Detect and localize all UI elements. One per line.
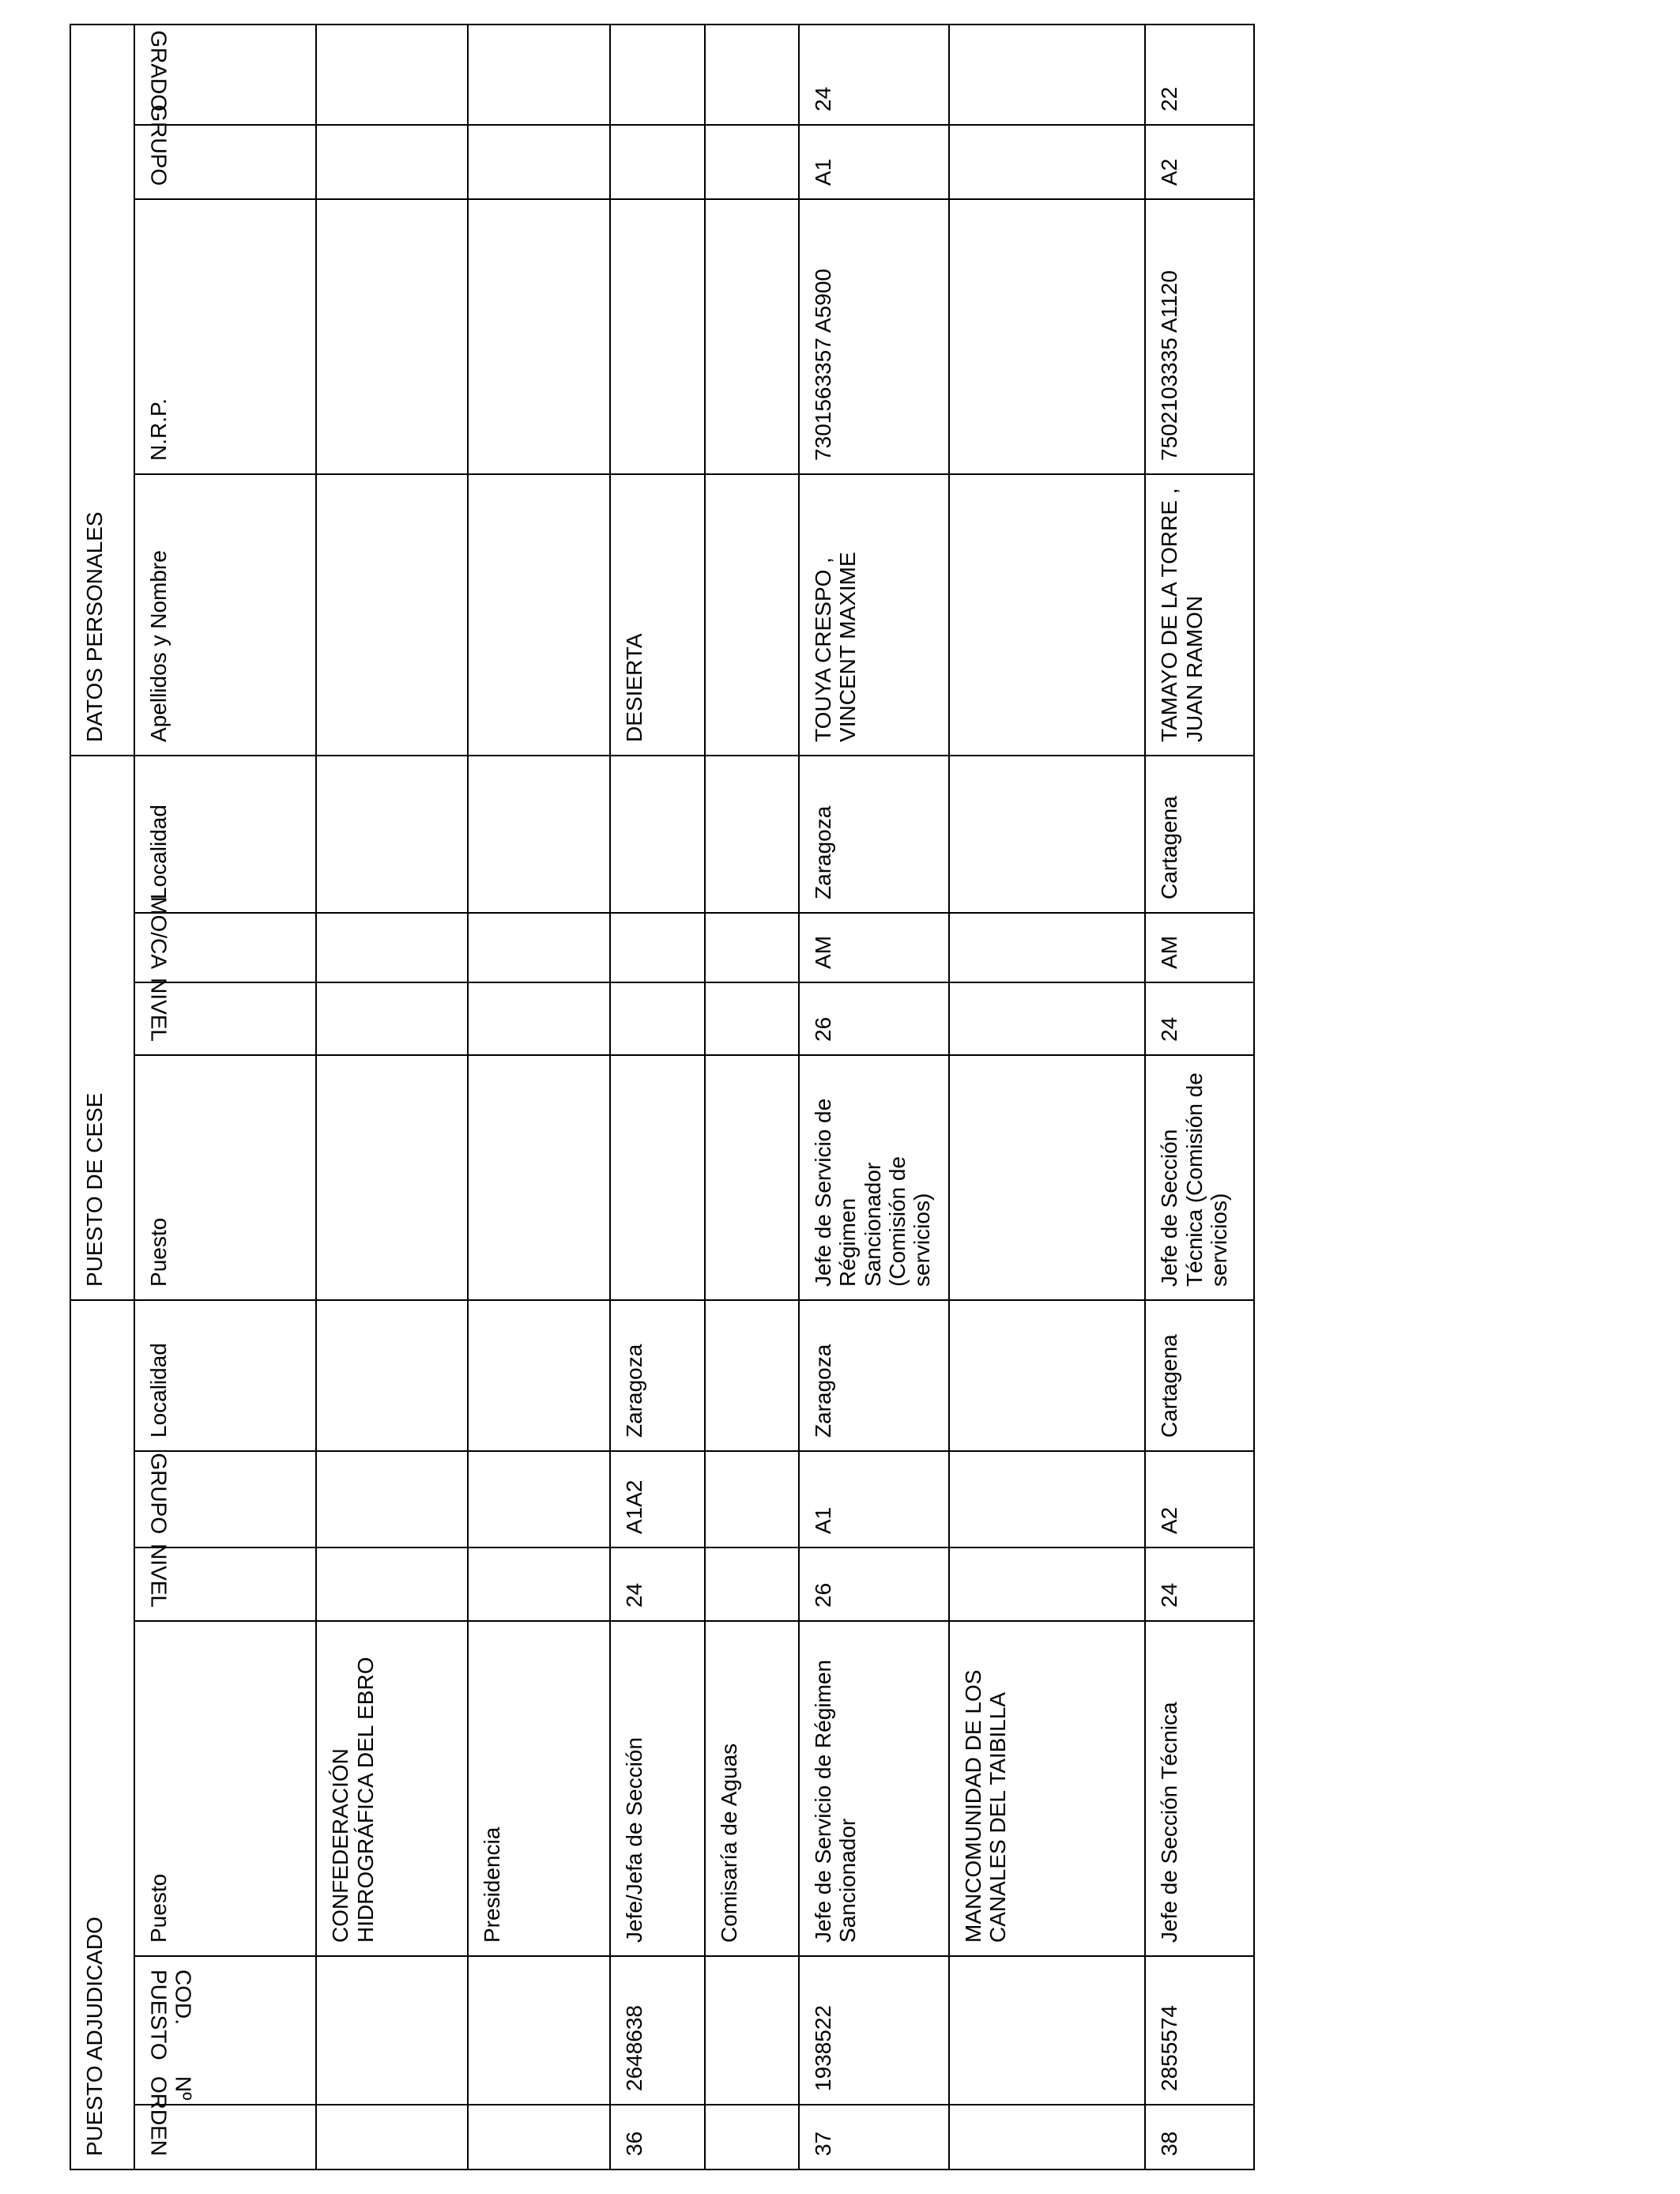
cell-cod-puesto: 2648638	[610, 1956, 704, 2105]
header-apellidos-nombre: Apellidos y Nombre	[134, 474, 316, 756]
section-label-confederacion: CONFEDERACIÓN HIDROGRÁFICA DEL EBRO	[316, 1621, 468, 1956]
section-row-comisaria	[705, 25, 799, 2169]
group-puesto-cese: PUESTO DE CESE	[70, 756, 134, 1300]
cell-nivel: 24	[1145, 1547, 1254, 1621]
cell-cese-nivel: 24	[1145, 982, 1254, 1055]
cell-cod-puesto: 2855574	[1145, 1956, 1254, 2105]
cell-cese-moca: AM	[799, 913, 949, 982]
cell-pers-grupo: A2	[1145, 125, 1254, 199]
header-pers-grado: GRADO	[134, 25, 316, 125]
cell-cese-puesto: Jefe de Servicio de Régimen Sancionador (Comisión de servicios)	[799, 1055, 949, 1300]
header-cese-moca: MO/CA	[134, 913, 316, 982]
cell-nivel: 24	[610, 1547, 704, 1621]
cell-localidad: Cartagena	[1145, 1300, 1254, 1451]
section-label-comisaria: Comisaría de Aguas	[705, 1621, 799, 1956]
header-pers-grupo: GRUPO	[134, 125, 316, 199]
cell-nrp: 7502103335 A1120	[1145, 199, 1254, 474]
cell-grupo: A1A2	[610, 1451, 704, 1547]
assignment-table	[70, 24, 1255, 2170]
group-puesto-adjudicado: PUESTO ADJUDICADO	[70, 1300, 134, 2169]
cell-puesto: Jefe de Sección Técnica	[1145, 1621, 1254, 1956]
cell-apellidos-nombre: DESIERTA	[610, 474, 704, 756]
cell-cod-puesto: 1938522	[799, 1956, 949, 2105]
cell-cese-nivel	[610, 982, 704, 1055]
cell-orden: 36	[610, 2105, 704, 2169]
cell-puesto: Jefe de Servicio de Régimen Sancionador	[799, 1621, 949, 1956]
cell-cese-nivel: 26	[799, 982, 949, 1055]
cell-pers-grupo	[610, 125, 704, 199]
section-label-presidencia: Presidencia	[468, 1621, 610, 1956]
cell-nrp	[610, 199, 704, 474]
section-row-presidencia	[468, 25, 610, 2169]
rotated-page	[70, 25, 1255, 2170]
header-puesto: Puesto	[134, 1621, 316, 1956]
cell-grupo: A1	[799, 1451, 949, 1547]
cell-orden: 37	[799, 2105, 949, 2169]
cell-puesto: Jefe/Jefa de Sección	[610, 1621, 704, 1956]
cell-nrp: 7301563357 A5900	[799, 199, 949, 474]
table-row	[610, 25, 704, 2169]
section-label-mancomunidad: MANCOMUNIDAD DE LOS CANALES DEL TAIBILLA	[949, 1621, 1146, 1956]
cell-grupo: A2	[1145, 1451, 1254, 1547]
header-cese-nivel: NIVEL	[134, 982, 316, 1055]
cell-cese-moca	[610, 913, 704, 982]
header-cese-puesto: Puesto	[134, 1055, 316, 1300]
cell-cese-localidad: Zaragoza	[799, 756, 949, 913]
cell-cese-puesto: Jefe de Sección Técnica (Comisión de servicios)	[1145, 1055, 1254, 1300]
group-header-row	[70, 25, 134, 2169]
header-cod-puesto: COD. PUESTO	[134, 1956, 316, 2105]
section-row-confederacion	[316, 25, 468, 2169]
cell-apellidos-nombre: TAMAYO DE LA TORRE , JUAN RAMON	[1145, 474, 1254, 756]
table-row	[799, 25, 949, 2169]
group-datos-personales: DATOS PERSONALES	[70, 25, 134, 756]
cell-cese-localidad	[610, 756, 704, 913]
header-nrp: N.R.P.	[134, 199, 316, 474]
cell-orden: 38	[1145, 2105, 1254, 2169]
cell-localidad: Zaragoza	[799, 1300, 949, 1451]
cell-cese-localidad: Cartagena	[1145, 756, 1254, 913]
header-grupo: GRUPO	[134, 1451, 316, 1547]
column-header-row	[134, 25, 316, 2169]
cell-pers-grupo: A1	[799, 125, 949, 199]
cell-nivel: 26	[799, 1547, 949, 1621]
table-row	[1145, 25, 1254, 2169]
cell-cese-moca: AM	[1145, 913, 1254, 982]
header-nivel: NIVEL	[134, 1547, 316, 1621]
section-row-mancomunidad	[949, 25, 1146, 2169]
cell-apellidos-nombre: TOUYA CRESPO , VINCENT MAXIME	[799, 474, 949, 756]
header-cese-localidad: Localidad	[134, 756, 316, 913]
cell-pers-grado: 24	[799, 25, 949, 125]
cell-pers-grado: 22	[1145, 25, 1254, 125]
cell-pers-grado	[610, 25, 704, 125]
header-localidad: Localidad	[134, 1300, 316, 1451]
header-orden: Nº ORDEN	[134, 2105, 316, 2169]
cell-localidad: Zaragoza	[610, 1300, 704, 1451]
cell-cese-puesto	[610, 1055, 704, 1300]
